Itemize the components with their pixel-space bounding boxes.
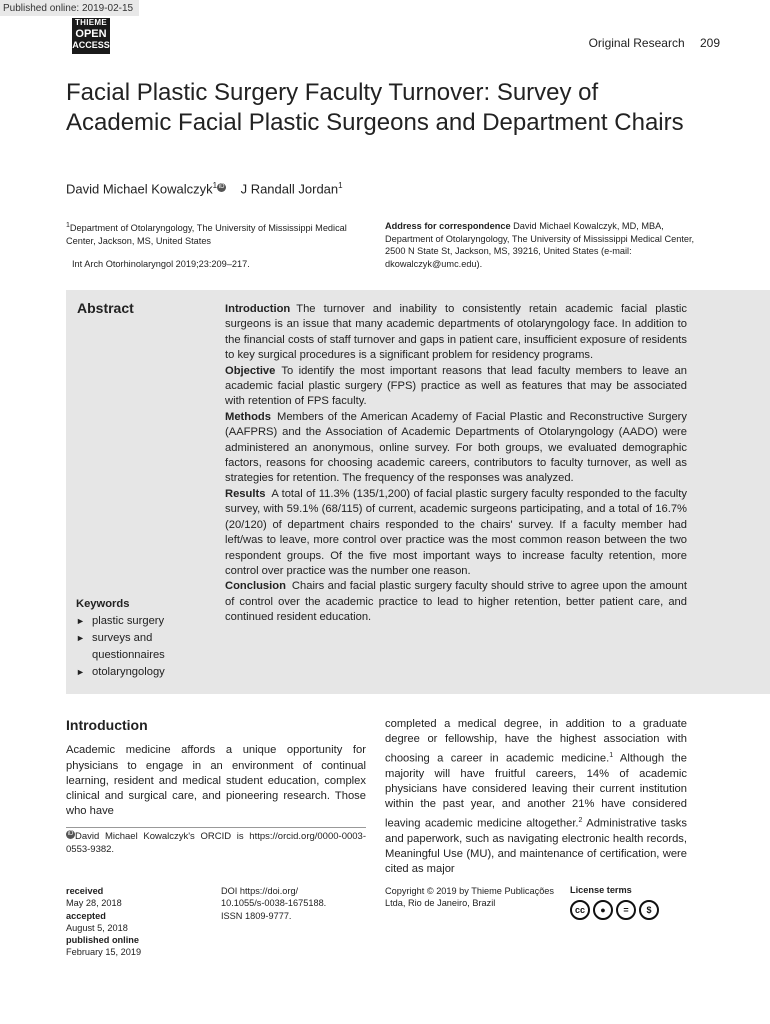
body-text: Although the majority will have fruitful careers, 14% of academic physicians have considered leaving their current institution within the past year, and another 21% have considered leaving academic medicine altogether. (385, 752, 687, 830)
abstract-introduction (225, 302, 687, 364)
abstract-objective (225, 364, 687, 410)
keywords (76, 596, 202, 681)
page-number: 209 (699, 36, 720, 50)
section-label: Original Research (588, 36, 685, 50)
article-title: Facial Plastic Surgery Faculty Turnover: Survey of Academic Facial Plastic Surgeons and Department Chairs (66, 79, 684, 136)
by-icon: ● (593, 900, 613, 920)
received-date: May 28, 2018 (66, 898, 122, 909)
introduction-continued (385, 717, 687, 877)
abstract-section-text: The turnover and inability to consistently retain academic facial plastic surgeons is an issue that many academic departments of otolaryngology face. In addition to the financial costs of staff turnover and gaps in patient care, insufficient exposure of residents to key surgical procedures is a significant problem for residency programs. (225, 303, 687, 362)
license-icons[interactable] (570, 900, 662, 920)
abstract-conclusion (225, 579, 687, 625)
nd-icon: = (616, 900, 636, 920)
license-label: License terms (570, 885, 632, 895)
cc-icon: cc (570, 900, 590, 920)
abstract-section-head: Objective (225, 364, 276, 377)
abstract-section-text: Chairs and facial plastic surgery faculty should strive to agree upon the amount of control over the academic practice to lead to higher retention, better patient care, and continued resident education. (225, 580, 687, 624)
published-label: published online (66, 935, 139, 946)
copyright: Copyright © 2019 by Thieme Publicações Ltda, Rio de Janeiro, Brazil (385, 886, 555, 909)
footnote-divider (66, 827, 366, 828)
keyword-text: otolaryngology (92, 666, 165, 678)
received-label: received (66, 886, 104, 896)
keyword-item (76, 630, 202, 664)
doi-line-2[interactable]: 10.1055/s-0038-1675188. (221, 898, 327, 909)
body-column-right (385, 717, 687, 877)
abstract-section-text: To identify the most important reasons that lead faculty members to leave an academic facial plastic surgery (FPS) practice as well as features that may be associated with retention of FPS faculty. (225, 364, 687, 408)
abstract-section-head: Methods (225, 410, 271, 423)
correspondence (385, 220, 695, 270)
issn: ISSN 1809-9777. (221, 910, 292, 921)
logo-line-1: THIEME (74, 18, 108, 27)
orcid-icon[interactable]: iD (218, 184, 225, 190)
author-2: J Randall Jordan (240, 181, 339, 197)
body-text: Administrative tasks and paperwork, such as navigating electronic health records, Meaningful Use (MU), and maintenance of certification, were cited as major (385, 817, 687, 876)
citation: Int Arch Otorhinolaryngol 2019;23:209–217. (72, 259, 250, 269)
author-2-affiliation: 1 (338, 181, 343, 190)
arrow-icon: ► (76, 616, 85, 626)
logo-line-3: ACCESS (72, 40, 110, 50)
footnote-text: David Michael Kowalczyk's ORCID is https://orcid.org/0000-0003-0553-9382. (66, 831, 366, 856)
article-dates (66, 885, 141, 959)
abstract-section-head: Conclusion (225, 580, 286, 593)
running-header (589, 36, 720, 50)
body-text: completed a medical degree, in addition to a graduate degree or fellowship, have the highest association with choosing a career in academic medicine. (385, 718, 687, 765)
doi-line-1[interactable]: DOI https://doi.org/ (221, 886, 299, 896)
doi-block (221, 885, 326, 922)
accepted-label: accepted (66, 910, 106, 921)
keywords-heading: Keywords (76, 598, 130, 610)
license-terms (570, 885, 632, 895)
affiliation-text: Department of Otolaryngology, The University of Mississippi Medical Center, Jackson, MS, United States (66, 223, 347, 246)
abstract-section-text: Members of the American Academy of Facial Plastic and Reconstructive Surgery (AAFPRS) and the Association of Academic Departments of Otolaryngology (AADO) were administered an anonymous, online survey. For both groups, we evaluated demographic factors, reasons for choosing academic careers, contributors to faculty turnover, as well as strategies for retention. The frequency of the responses was analyzed. (225, 410, 687, 485)
correspondence-label: Address for correspondence (385, 221, 511, 231)
reference-2[interactable]: 2 (578, 816, 583, 824)
abstract-section-head: Results (225, 487, 266, 500)
published-date: February 15, 2019 (66, 947, 142, 958)
keyword-item (76, 664, 202, 681)
abstract-heading: Abstract (77, 300, 134, 316)
abstract-methods (225, 410, 687, 487)
nc-icon: $ (639, 900, 659, 920)
abstract-body (225, 302, 687, 626)
abstract-results (225, 487, 687, 579)
orcid-footnote (66, 830, 366, 856)
orcid-icon: iD (67, 831, 74, 837)
author-1: David Michael Kowalczyk (66, 181, 213, 197)
abstract-section-text: A total of 11.3% (135/1,200) of facial plastic surgery faculty responded to the faculty survey, with 59.1% (68/115) of current, academic surgeons participating, and a total of 16.7% (20/120) of department chairs responded to the chairs' survey. If a faculty member had left/was to leave, more control over practice was the most common reason between the two respondent groups. Of the five most important ways to increase faculty retention, more control over practice was the number one reason. (225, 487, 687, 577)
affiliation-number: 1 (66, 222, 70, 229)
author-1-affiliation: 1 (212, 181, 218, 190)
author-list (66, 181, 343, 196)
published-online-banner: Published online: 2019-02-15 (0, 0, 139, 16)
accepted-date: August 5, 2018 (66, 922, 128, 933)
introduction-heading: Introduction (66, 717, 148, 733)
affiliation (66, 220, 356, 247)
body-column-left (66, 718, 366, 820)
keyword-item (76, 613, 202, 630)
logo-line-2: OPEN (75, 28, 107, 40)
abstract-section-head: Introduction (225, 303, 291, 315)
keyword-text: plastic surgery (92, 615, 165, 627)
reference-1[interactable]: 1 (609, 751, 614, 759)
correspondence-text: David Michael Kowalczyk, MD, MBA, Department of Otolaryngology, The University of Mississippi Medical Center, 2500 N State St, Jackson, MS, 39216, United States (e-mail: dkowalczyk@umc.edu). (385, 221, 695, 269)
arrow-icon: ► (76, 633, 85, 643)
keyword-text: surveys and questionnaires (92, 632, 165, 661)
arrow-icon: ► (76, 667, 85, 677)
introduction-paragraph: Academic medicine affords a unique opportunity for physicians to engage in an environment of continual learning, resident and medical student education, complex clinical and surgical care, and pioneering research. Those who have (66, 744, 366, 818)
thieme-open-access-logo (72, 18, 110, 54)
